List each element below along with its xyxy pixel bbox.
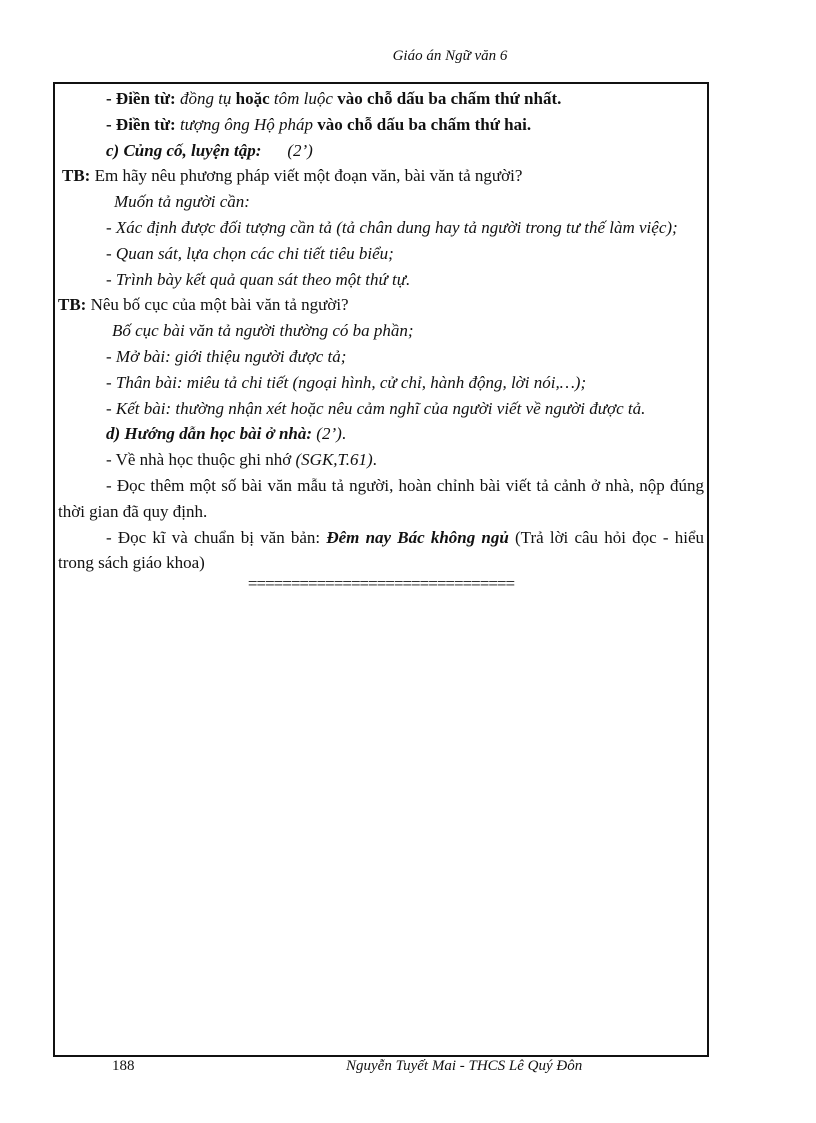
lesson-content — [58, 86, 704, 592]
line-fill-word-1: - Điền từ: đồng tụ hoặc tôm luộc vào chỗ dấu ba chấm thứ nhất. — [106, 89, 562, 108]
line-fill-word-2: - Điền từ: tượng ông Hộ pháp vào chỗ dấu ba chấm thứ hai. — [106, 114, 532, 134]
answer-intro-2: Bố cục bài văn tả người thường có ba phần; — [112, 321, 414, 341]
answer-item: - Xác định được đối tượng cần tả (tả chân dung hay tả người trong tư thế làm việc); — [106, 217, 678, 237]
section-heading-c: c) Củng cố, luyện tập: (2’) — [106, 140, 313, 160]
answer-item: - Mở bài: giới thiệu người được tả; — [106, 346, 347, 366]
homework-item: - Đọc thêm một số bài văn mẫu tả người, hoàn chỉnh bài viết tả cảnh ở nhà, nộp đúng thời gian đã quy định. — [58, 475, 704, 521]
question-1: TB: Em hãy nêu phương pháp viết một đoạn văn, bài văn tả người? — [62, 166, 523, 186]
question-2: TB: Nêu bố cục của một bài văn tả người? — [58, 295, 349, 315]
answer-item: - Quan sát, lựa chọn các chi tiết tiêu biểu; — [106, 243, 394, 263]
answer-intro-1: Muốn tả người cần: — [114, 192, 250, 212]
homework-item: - Đọc kĩ và chuẩn bị văn bản: Đêm nay Bác không ngủ (Trả lời câu hỏi đọc - hiểu trong sách giáo khoa) — [58, 527, 704, 573]
footer-author: Nguyễn Tuyết Mai - THCS Lê Quý Đôn — [346, 1058, 583, 1074]
answer-item: - Trình bày kết quả quan sát theo một thứ tự. — [106, 269, 411, 289]
answer-item: - Kết bài: thường nhận xét hoặc nêu cảm nghĩ của người viết về người được tả. — [106, 398, 646, 418]
answer-item: - Thân bài: miêu tả chi tiết (ngoại hình, cử chỉ, hành động, lời nói,…); — [106, 372, 587, 392]
section-heading-d: d) Hướng dẫn học bài ở nhà: (2’). — [106, 424, 347, 444]
page-number: 188 — [112, 1058, 135, 1074]
header-title: Giáo án Ngữ văn 6 — [392, 48, 508, 64]
separator-line: =============================== — [247, 574, 515, 594]
homework-item: - Về nhà học thuộc ghi nhớ (SGK,T.61). — [106, 450, 377, 470]
